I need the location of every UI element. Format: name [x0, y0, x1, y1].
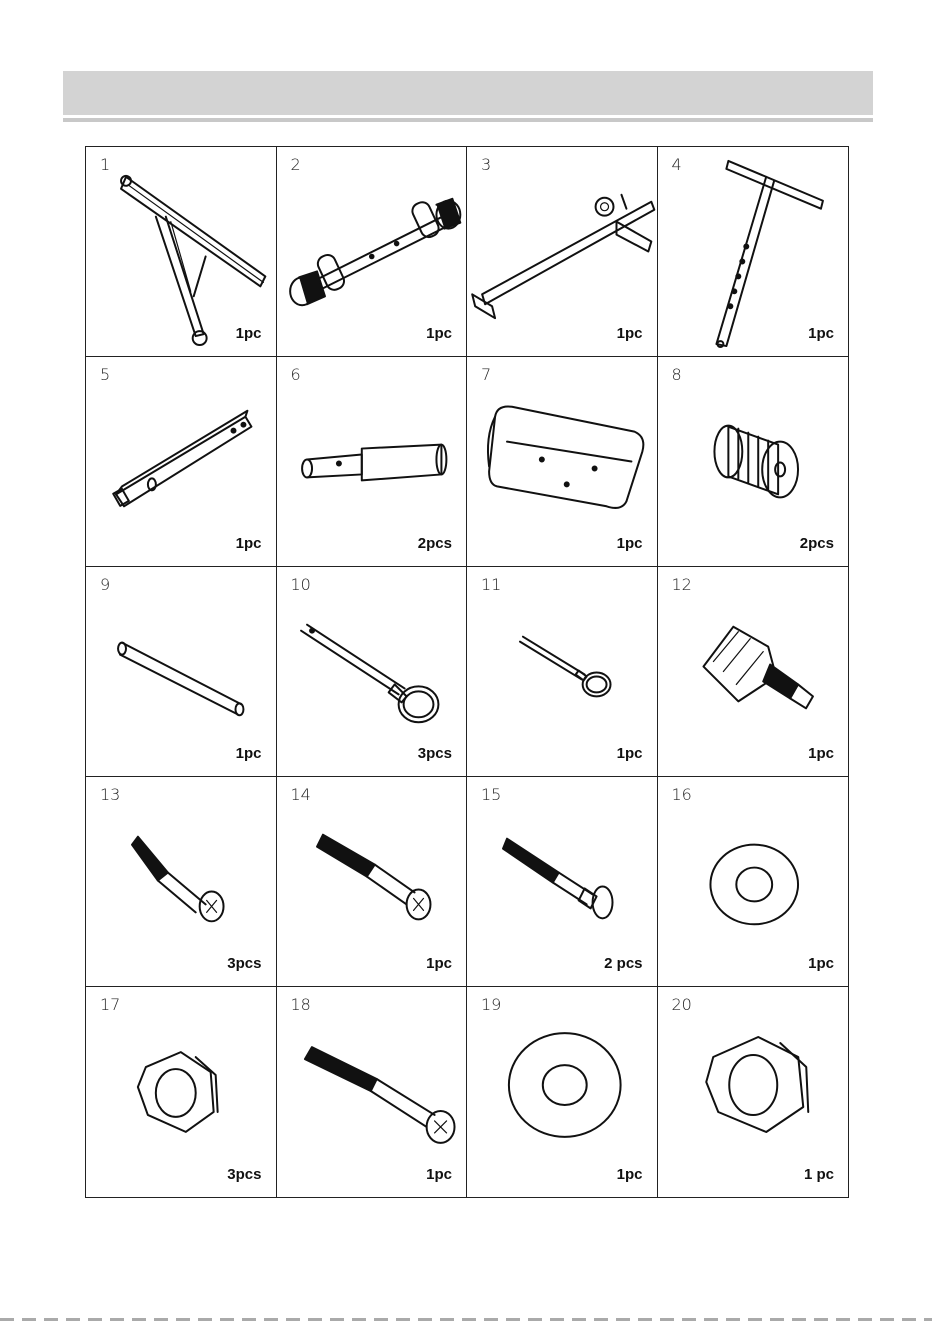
part-cell	[277, 987, 468, 1197]
part-cell	[467, 147, 658, 357]
part-cell	[658, 147, 849, 357]
part-cell	[277, 357, 468, 567]
part-cell	[658, 357, 849, 567]
part-number: 1	[100, 155, 111, 174]
part-number: 5	[100, 365, 111, 384]
part-quantity: 1pc	[808, 745, 834, 762]
part-number: 9	[100, 575, 111, 594]
part-quantity: 1 pc	[803, 1166, 834, 1183]
part-quantity: 1pc	[616, 745, 643, 762]
part-cell	[658, 987, 849, 1197]
part-number: 17	[100, 995, 121, 1014]
part-quantity: 1pc	[426, 955, 452, 972]
part-cell	[277, 777, 468, 987]
part-cell	[467, 567, 658, 777]
parts-grid	[85, 146, 849, 1198]
part-cell	[86, 567, 277, 777]
part-number: 12	[671, 575, 692, 594]
header-rule	[63, 118, 873, 122]
part-cell	[658, 567, 849, 777]
part-number: 4	[671, 155, 682, 174]
part-number: 19	[481, 995, 502, 1014]
part-number: 3	[481, 155, 492, 174]
part-quantity: 1pc	[235, 535, 262, 552]
part-quantity: 1pc	[616, 325, 643, 342]
part-number: 10	[290, 575, 311, 594]
part-number: 14	[290, 785, 311, 804]
part-quantity: 3pcs	[227, 1166, 262, 1183]
part-quantity: 3pcs	[417, 745, 452, 762]
part-number: 16	[671, 785, 692, 804]
part-quantity: 2pcs	[417, 535, 452, 552]
header-bar	[63, 71, 873, 115]
footer-scan-line	[0, 1318, 932, 1321]
part-number: 2	[290, 155, 301, 174]
part-quantity: 2 pcs	[604, 955, 643, 972]
part-cell	[658, 777, 849, 987]
part-quantity: 1pc	[808, 325, 834, 342]
part-number: 20	[671, 995, 692, 1014]
part-number: 15	[481, 785, 502, 804]
part-cell	[86, 357, 277, 567]
part-number: 7	[481, 365, 492, 384]
part-quantity: 1pc	[616, 1166, 643, 1183]
part-quantity: 1pc	[426, 325, 452, 342]
part-quantity: 1pc	[616, 535, 643, 552]
part-cell	[467, 357, 658, 567]
part-quantity: 1pc	[808, 955, 834, 972]
part-number: 6	[290, 365, 301, 384]
part-quantity: 2pcs	[799, 535, 834, 552]
part-quantity: 1pc	[235, 745, 262, 762]
part-cell	[86, 147, 277, 357]
part-cell	[467, 987, 658, 1197]
part-number: 8	[671, 365, 682, 384]
part-cell	[277, 147, 468, 357]
part-quantity: 1pc	[426, 1166, 452, 1183]
part-number: 18	[290, 995, 311, 1014]
part-quantity: 1pc	[235, 325, 262, 342]
part-cell	[86, 987, 277, 1197]
part-number: 11	[481, 575, 502, 594]
part-cell	[277, 567, 468, 777]
part-cell	[467, 777, 658, 987]
part-quantity: 3pcs	[227, 955, 262, 972]
part-cell	[86, 777, 277, 987]
part-number: 13	[100, 785, 121, 804]
